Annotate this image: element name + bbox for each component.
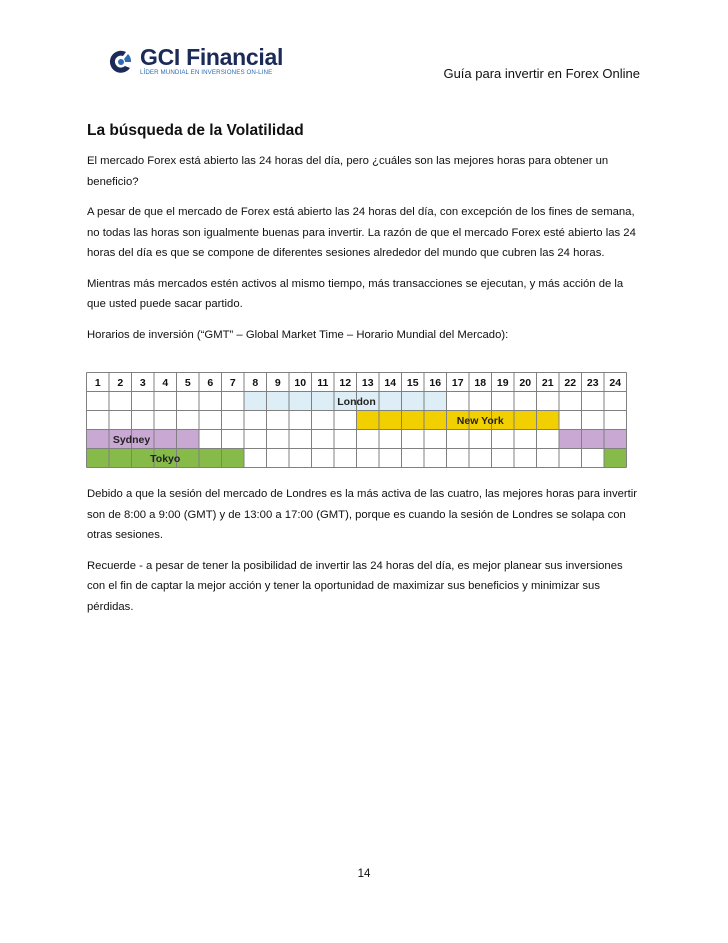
session-label-sydney: Sydney [112,434,151,446]
hour-label-15: 15 [406,377,419,389]
session-label-new-york: New York [456,415,504,427]
page-number: 14 [357,868,371,880]
gci-swirl-icon [104,46,136,78]
session-bar-tokyo-2 [604,449,627,468]
hour-label-22: 22 [564,377,577,389]
document-title: Guía para invertir en Forex Online [443,66,640,81]
hour-label-16: 16 [429,377,442,389]
section-conclusion [87,484,640,627]
hour-label-20: 20 [519,377,532,389]
paragraph-recommendation: Recuerde - a pesar de tener la posibilidad de invertir las 24 horas del día, es mejor planear sus inversiones con el fin de captar la mejor acción y tener la oportunidad de maximizar sus beneficios y minimizar sus pérdidas. [87,559,623,613]
paragraph-market-hours: A pesar de que el mercado de Forex está abierto las 24 horas del día, con excepción de los fines de semana, no todas las horas son igualmente buenas para invertir. La razón de que el mercado Forex esté abierto las 24 horas del día es que se compone de diferentes sesiones alrededor del mundo que cubren las 24 horas. [87,206,636,259]
paragraph-best-hours: Debido a que la sesión del mercado de Londres es la más activa de las cuatro, las mejores horas para invertir son de 8:00 a 9:00 (GMT) y de 13:00 a 17:00 (GMT), porque es cuando la sesión de Londres se solapa con otras sesiones. [87,488,638,541]
hour-label-8: 8 [252,377,259,389]
session-bar-sydney-2 [559,430,627,449]
hour-label-12: 12 [339,377,352,389]
paragraph-schedule-intro: Horarios de inversión (“GMT” – Global Market Time – Horario Mundial del Mercado): [87,328,509,341]
hour-label-7: 7 [229,377,236,389]
hour-label-1: 1 [94,377,101,389]
hour-label-5: 5 [184,377,191,389]
sessions-grid [86,372,627,471]
hour-label-9: 9 [274,377,281,389]
brand-tagline: LÍDER MUNDIAL EN INVERSIONES ON-LINE [140,69,273,76]
trading-sessions-table [86,372,627,471]
section-heading: La búsqueda de la Volatilidad [87,122,304,139]
hour-label-23: 23 [586,377,599,389]
paragraph-intro: El mercado Forex está abierto las 24 horas del día, pero ¿cuáles son las mejores horas para obtener un beneficio? [87,155,609,188]
hour-label-18: 18 [474,377,487,389]
session-label-london: London [337,396,376,408]
hour-label-21: 21 [541,377,554,389]
hour-label-19: 19 [496,377,509,389]
session-label-tokyo: Tokyo [150,453,181,465]
hour-label-13: 13 [361,377,374,389]
hour-label-6: 6 [207,377,214,389]
section-volatility [87,120,640,355]
hour-label-10: 10 [294,377,307,389]
brand-logo [104,44,284,84]
hour-label-24: 24 [609,377,622,389]
hour-label-11: 11 [317,377,329,389]
hour-label-4: 4 [162,377,169,389]
hour-label-14: 14 [384,377,397,389]
hour-label-17: 17 [451,377,464,389]
paragraph-more-markets: Mientras más mercados estén activos al mismo tiempo, más transacciones se ejecutan, y más acción de la que usted puede sacar partido. [87,277,624,310]
hour-label-2: 2 [117,377,124,389]
hour-label-3: 3 [139,377,146,389]
brand-name: GCI Financial [140,44,284,70]
